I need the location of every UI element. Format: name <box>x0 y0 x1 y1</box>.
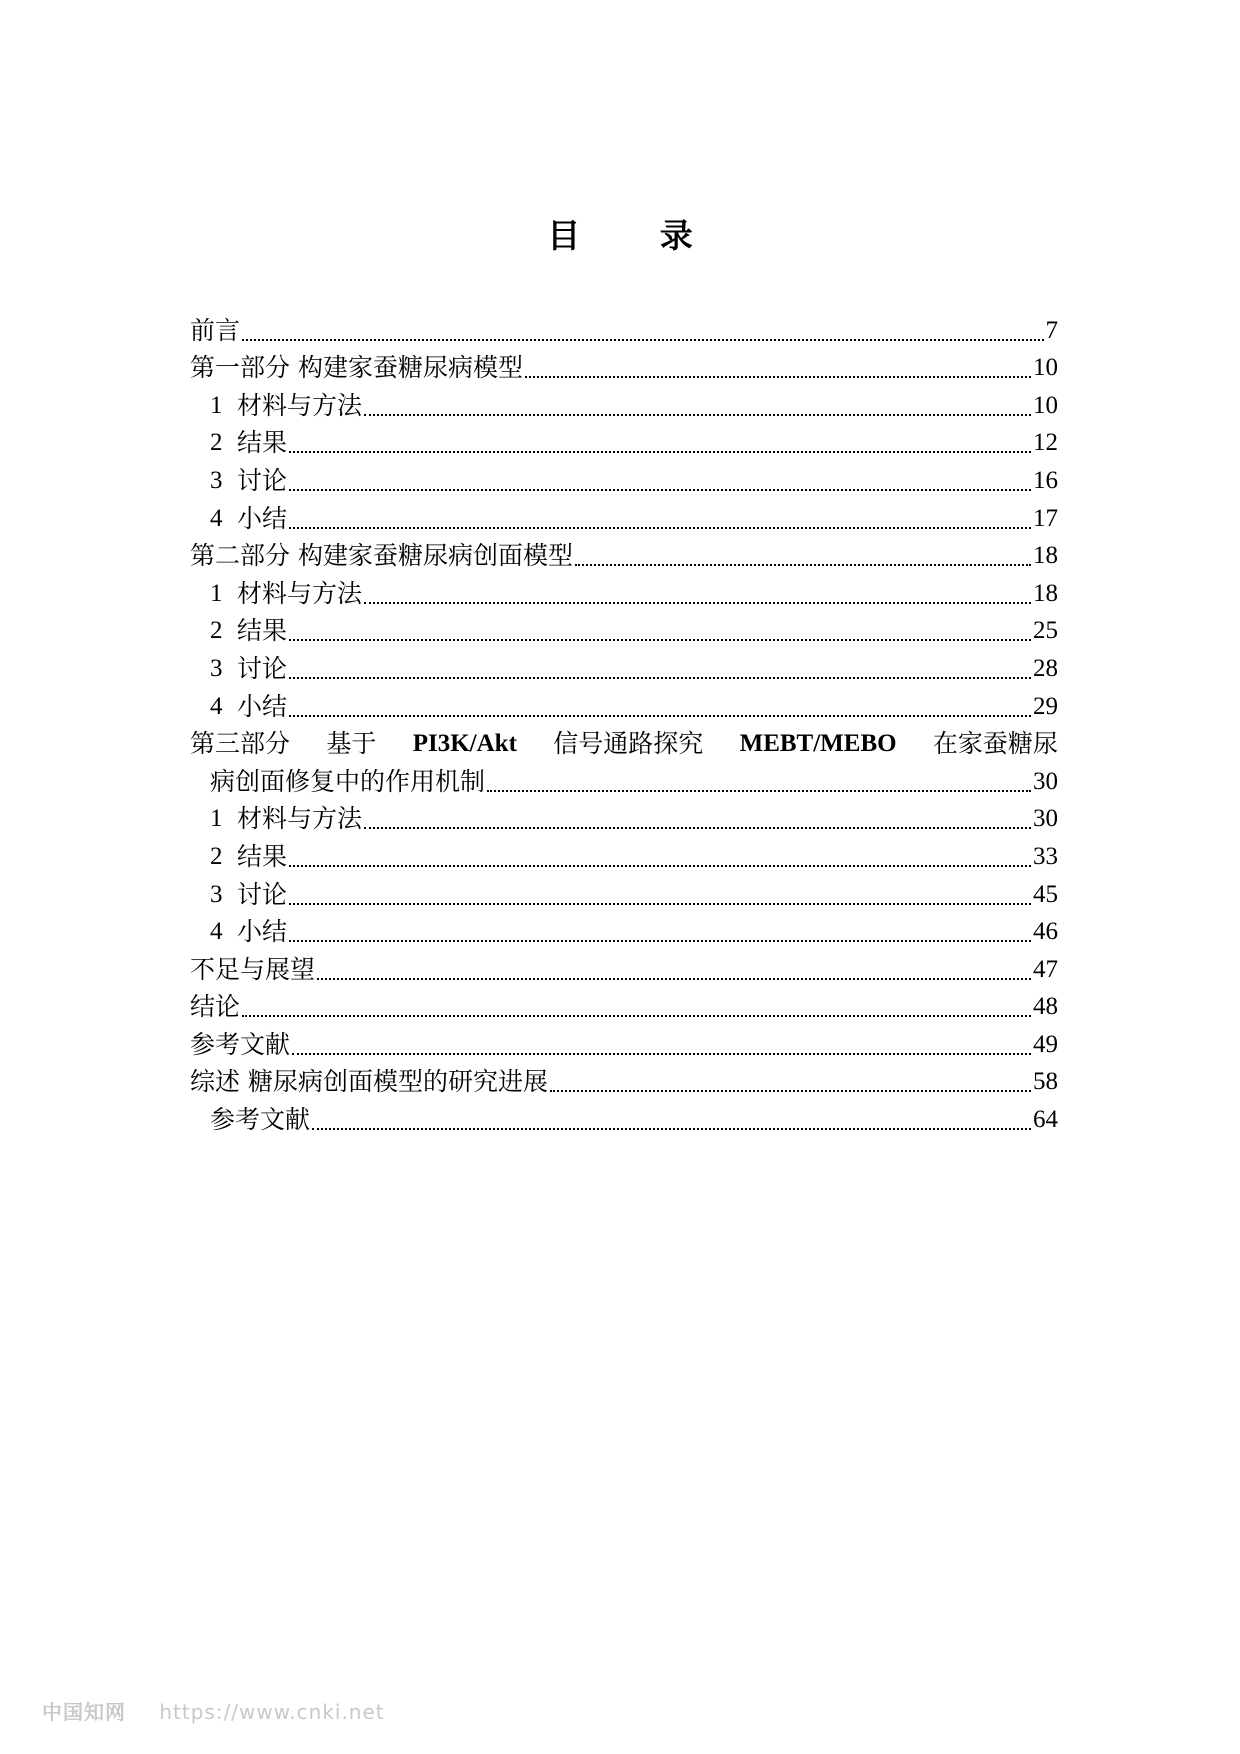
toc-entry-number: 2 <box>210 617 223 645</box>
toc-entry-page: 46 <box>1033 918 1058 946</box>
toc-entry-page: 47 <box>1033 955 1058 983</box>
toc-entry-label: 材料与方法 <box>237 804 363 834</box>
toc-entry-page: 48 <box>1033 993 1058 1021</box>
toc-leader-dots <box>317 977 1031 980</box>
toc-entry[interactable] <box>190 947 1058 985</box>
toc-entry[interactable] <box>190 1060 1058 1098</box>
toc-entry-number: 2 <box>210 842 223 870</box>
toc-entry[interactable] <box>190 684 1058 722</box>
toc-entry[interactable] <box>190 571 1058 609</box>
toc-leader-dots <box>525 375 1031 378</box>
toc-entry[interactable] <box>190 346 1058 384</box>
toc-entry[interactable] <box>190 872 1058 910</box>
toc-leader-dots <box>364 826 1031 829</box>
toc-entry[interactable] <box>190 308 1058 346</box>
toc-entry-page: 10 <box>1033 354 1058 382</box>
toc-entry-page: 45 <box>1033 880 1058 908</box>
toc-entry-page: 29 <box>1033 692 1058 720</box>
toc-entry-label: 小结 <box>237 691 288 721</box>
toc-entry-label: 病创面修复中的作用机制 <box>210 766 486 796</box>
toc-leader-dots <box>312 1127 1031 1130</box>
toc-entry-page: 7 <box>1045 316 1058 344</box>
toc-entry[interactable] <box>190 1022 1058 1060</box>
toc-entry-page: 58 <box>1033 1068 1058 1096</box>
toc-entry-page: 12 <box>1033 429 1058 457</box>
toc-leader-dots <box>292 1052 1031 1055</box>
cnki-watermark <box>42 1696 385 1725</box>
toc-leader-dots <box>289 714 1031 717</box>
toc-entry[interactable] <box>190 421 1058 459</box>
toc-entry-page: 10 <box>1033 391 1058 419</box>
toc-entry-label: 第三部分 基于 PI3K/Akt 信号通路探究 MEBT/MEBO 在家蚕糖尿 <box>190 729 1058 759</box>
toc-entry-page: 17 <box>1033 504 1058 532</box>
toc-entry[interactable] <box>190 534 1058 572</box>
toc-entry-label: 结论 <box>190 992 241 1022</box>
toc-leader-dots <box>289 902 1031 905</box>
toc-leader-dots <box>550 1089 1031 1092</box>
toc-leader-dots <box>289 450 1031 453</box>
toc-entry-number: 3 <box>210 654 223 682</box>
toc-entry[interactable] <box>190 496 1058 534</box>
toc-entry[interactable] <box>190 458 1058 496</box>
page-title: 目 录 <box>547 216 727 255</box>
toc-entry-label: 小结 <box>237 917 288 947</box>
toc-entry[interactable] <box>190 985 1058 1023</box>
toc-entry-label: 第二部分 构建家蚕糖尿病创面模型 <box>190 541 573 571</box>
toc-entry-label: 参考文献 <box>190 1029 291 1059</box>
toc-entry-label: 材料与方法 <box>237 390 363 420</box>
toc-entry-page: 49 <box>1033 1030 1058 1058</box>
toc-entry-label: 第一部分 构建家蚕糖尿病模型 <box>190 353 523 383</box>
toc-entry-page: 25 <box>1033 617 1058 645</box>
toc-entry-number: 4 <box>210 692 223 720</box>
toc-leader-dots <box>364 413 1031 416</box>
toc-entry[interactable] <box>190 383 1058 421</box>
toc-entry-label: 前言 <box>190 315 241 345</box>
toc-entry-number: 2 <box>210 429 223 457</box>
toc-entry-label: 参考文献 <box>210 1105 311 1135</box>
watermark-brand: 中国知网 <box>42 1700 126 1724</box>
toc-entry-page: 33 <box>1033 842 1058 870</box>
toc-entry-number: 1 <box>210 805 223 833</box>
toc-leader-dots <box>575 563 1031 566</box>
toc-leader-dots <box>364 601 1031 604</box>
toc-entry-label: 讨论 <box>237 653 288 683</box>
toc-leader-dots <box>289 526 1031 529</box>
toc-entry-part3-line2[interactable] <box>190 759 1058 797</box>
toc-entry[interactable] <box>190 1097 1058 1135</box>
toc-entry[interactable] <box>190 797 1058 835</box>
toc-leader-dots <box>289 488 1031 491</box>
toc-leader-dots <box>289 864 1031 867</box>
toc-leader-dots <box>242 1014 1031 1017</box>
toc-entry-number: 1 <box>210 579 223 607</box>
toc-entry-label: 材料与方法 <box>237 578 363 608</box>
toc-entry-number: 3 <box>210 880 223 908</box>
toc-entry-number: 3 <box>210 466 223 494</box>
toc-entry-label: 讨论 <box>237 465 288 495</box>
toc-entry-label: 小结 <box>237 503 288 533</box>
table-of-contents <box>190 308 1058 1135</box>
toc-entry-page: 30 <box>1033 767 1058 795</box>
toc-entry-label: 综述 糖尿病创面模型的研究进展 <box>190 1067 548 1097</box>
toc-leader-dots <box>289 638 1031 641</box>
toc-entry-label: 结果 <box>237 841 288 871</box>
toc-entry[interactable] <box>190 910 1058 948</box>
toc-leader-dots <box>487 789 1031 792</box>
toc-entry-number: 4 <box>210 918 223 946</box>
toc-entry[interactable] <box>190 609 1058 647</box>
toc-entry-page: 18 <box>1033 542 1058 570</box>
watermark-url: https://www.cnki.net <box>159 1700 385 1724</box>
toc-leader-dots <box>289 939 1031 942</box>
toc-entry-page: 30 <box>1033 805 1058 833</box>
toc-entry-page: 18 <box>1033 579 1058 607</box>
toc-entry-label: 讨论 <box>237 879 288 909</box>
toc-entry-page: 28 <box>1033 654 1058 682</box>
toc-entry[interactable] <box>190 646 1058 684</box>
toc-entry-number: 1 <box>210 391 223 419</box>
toc-entry[interactable] <box>190 834 1058 872</box>
toc-entry-label: 结果 <box>237 616 288 646</box>
toc-entry-page: 16 <box>1033 466 1058 494</box>
toc-entry-label: 结果 <box>237 428 288 458</box>
toc-entry-label: 不足与展望 <box>190 954 316 984</box>
toc-leader-dots <box>289 676 1031 679</box>
toc-entry-part3-line1[interactable] <box>190 722 1058 760</box>
toc-leader-dots <box>242 338 1043 341</box>
toc-entry-page: 64 <box>1033 1106 1058 1134</box>
toc-entry-number: 4 <box>210 504 223 532</box>
